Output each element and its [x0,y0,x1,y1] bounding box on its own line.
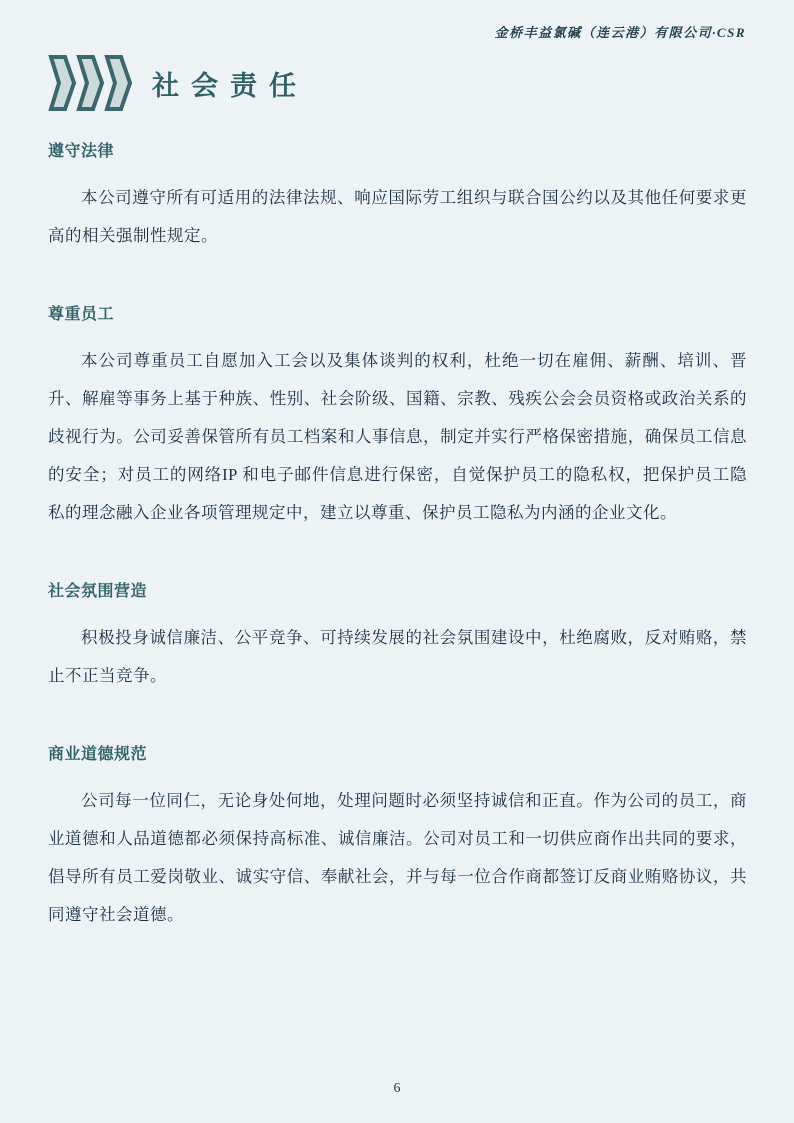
section-heading: 社会氛围营造 [48,583,148,600]
section-business-ethics [48,741,747,934]
section-respect-employees [48,301,747,532]
content [48,138,747,934]
section-social-atmosphere [48,578,747,695]
page-header [0,0,794,42]
company-name: 金桥丰益氯碱（连云港）有限公司·CSR [494,25,746,40]
section-body: 本公司遵守所有可适用的法律法规、响应国际劳工组织与联合国公约以及其他任何要求更高的相关强制性规定。 [48,188,747,245]
section-law-compliance [48,138,747,255]
section-body: 公司每一位同仁，无论身处何地，处理问题时必须坚持诚信和正直。作为公司的员工，商业道德和人品道德都必须保持高标准、诚信廉洁。公司对员工和一切供应商作出共同的要求，倡导所有员工爱岗敬业、诚实守信、奉献社会，并与每一位合作商都签订反商业贿赂协议，共同遵守社会道德。 [48,791,747,924]
section-heading: 尊重员工 [48,306,115,323]
section-body: 积极投身诚信廉洁、公平竞争、可持续发展的社会氛围建设中，杜绝腐败，反对贿赂，禁止不正当竞争。 [48,628,747,685]
page-title: 社会责任 [152,70,308,101]
section-heading: 商业道德规范 [48,746,148,763]
triple-chevron-right-icon [48,54,132,112]
section-body: 本公司尊重员工自愿加入工会以及集体谈判的权利，杜绝一切在雇佣、薪酬、培训、晋升、解雇等事务上基于种族、性别、社会阶级、国籍、宗教、残疾公会会员资格或政治关系的歧视行为。公司妥善保管所有员工档案和人事信息，制定并实行严格保密措施，确保员工信息的安全；对员工的网络IP 和电子邮件信息进行保密，自觉保护员工的隐私权，把保护员工隐私的理念融入企业各项管理规定中，建立以尊重、保护员工隐私为内涵的企业文化。 [48,351,747,522]
section-heading: 遵守法律 [48,143,115,160]
page-number: 6 [393,1081,401,1096]
title-row [48,54,794,112]
